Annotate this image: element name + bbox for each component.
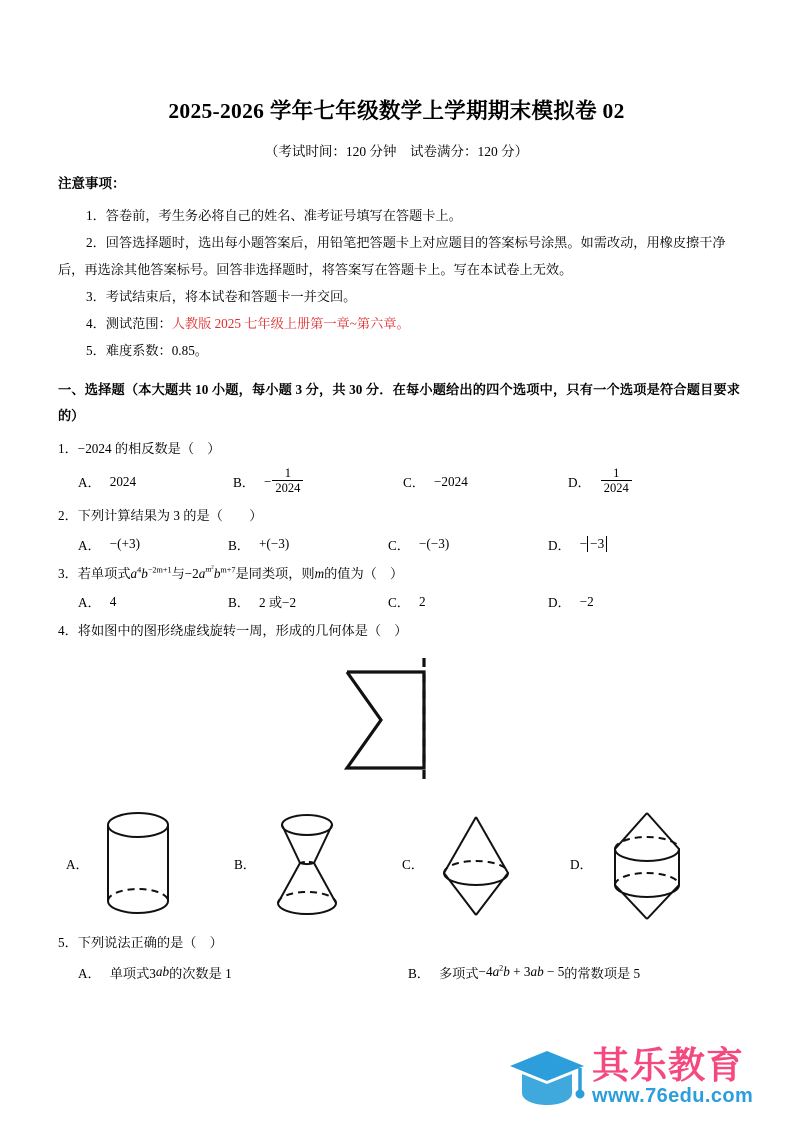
notice-item-5: 5．难度系数：0.85。 <box>86 343 208 359</box>
option-a-label: A． <box>78 965 101 981</box>
q3-var-a2: a <box>198 565 206 581</box>
option-d-prefix: − <box>579 536 588 552</box>
fraction-denominator: 2024 <box>601 480 632 495</box>
option-a-prefix: 单项式3 <box>109 965 156 981</box>
option-a[interactable] <box>78 467 233 496</box>
option-b[interactable] <box>228 592 388 611</box>
question-2-text: 下列计算结果为 3 的是（ ） <box>77 508 263 524</box>
option-c-value: 2 <box>418 593 426 609</box>
option-a-label: A． <box>66 857 89 873</box>
question-5-text: 下列说法正确的是（ ） <box>77 934 223 950</box>
fraction-numerator: 1 <box>284 466 292 481</box>
hourglass-double-cone-icon <box>262 805 352 923</box>
q3-exp-a2 <box>205 565 213 574</box>
option-d-fraction <box>601 466 632 495</box>
q3-exp-b2: m+7 <box>220 565 236 575</box>
question-3-number: 3． <box>58 565 78 581</box>
option-a[interactable] <box>78 592 228 611</box>
option-c[interactable] <box>388 592 548 611</box>
option-a-label: A． <box>78 537 101 553</box>
notice-heading: 注意事项： <box>58 176 126 191</box>
question-4 <box>58 619 740 922</box>
question-3-stem <box>58 562 740 586</box>
option-b-label: B． <box>228 595 250 611</box>
option-d-label: D． <box>548 595 571 611</box>
option-d-label: D． <box>548 537 571 553</box>
option-b[interactable] <box>228 535 388 554</box>
question-2 <box>58 504 740 553</box>
logo-text-block <box>592 1047 753 1109</box>
q3-coef: −2 <box>184 565 199 581</box>
question-1 <box>58 437 740 496</box>
option-c[interactable] <box>403 467 568 496</box>
option-c-label: C． <box>388 537 410 553</box>
cylinder-with-cones-icon <box>599 805 695 923</box>
option-b-suffix: 的常数项是 5 <box>564 965 641 981</box>
q3-exp-b: −2m+1 <box>147 565 172 575</box>
q3-exp-a: 4 <box>137 565 142 575</box>
exam-subtitle: （考试时间：120 分钟 试卷满分：120 分） <box>264 144 529 159</box>
notice-item-4-prefix: 4．测试范围： <box>86 316 172 332</box>
option-c-label: C． <box>388 595 410 611</box>
q3-var-b2: b <box>213 565 221 581</box>
q3-text-1: 若单项式 <box>77 565 131 581</box>
question-1-options <box>58 467 740 496</box>
question-4-options <box>58 805 740 923</box>
option-c-label: C． <box>402 857 424 873</box>
cylinder-icon <box>95 805 181 923</box>
notice-item-4-scope: 人教版 2025 七年级上册第一章~第六章。 <box>171 316 410 332</box>
option-a-value: 2024 <box>109 473 137 489</box>
question-1-number: 1． <box>58 440 78 456</box>
option-b-polynomial: $-4a^2b + 3ab - 5$ <box>478 964 565 980</box>
option-d[interactable] <box>570 805 738 923</box>
question-3 <box>58 562 740 611</box>
option-d[interactable] <box>548 535 607 554</box>
option-a-value: 4 <box>109 593 117 609</box>
question-5-number: 5． <box>58 934 78 950</box>
option-a-suffix: 的次数是 1 <box>169 965 232 981</box>
brand-logo <box>508 1040 786 1116</box>
option-d-label: D． <box>570 857 593 873</box>
option-a[interactable] <box>66 805 234 923</box>
option-c-value: −2024 <box>433 473 468 489</box>
concave-shape-with-axis-svg <box>319 650 479 790</box>
q3-var-b: b <box>141 565 148 581</box>
section-heading-choice: 一、选择题（本大题共 10 小题，每小题 3 分，共 30 分．在每小题给出的四个选项中，只有一个选项是符合题目要求的） <box>58 382 740 424</box>
option-c[interactable] <box>402 805 570 923</box>
option-b-label: B． <box>228 537 250 553</box>
option-b[interactable] <box>233 467 403 496</box>
page-title: 2025-2026 学年七年级数学上学期期末模拟卷 02 <box>168 99 625 123</box>
option-b-label: B． <box>233 475 255 491</box>
question-4-number: 4． <box>58 623 78 639</box>
option-b[interactable] <box>408 963 738 982</box>
option-b[interactable] <box>234 805 402 923</box>
option-b-prefix: 多项式 <box>438 965 479 981</box>
notice-item-2: 2．回答选择题时，选出每小题答案后，用铅笔把答题卡上对应题目的答案标号涂黑。如需改动，用橡皮擦干净后，再选涂其他答案标号。回答非选择题时，将答案写在答题卡上。写在本试卷上无效。 <box>58 235 726 278</box>
option-a-variable: ab <box>155 964 170 980</box>
question-4-stem <box>58 619 740 643</box>
q3-var-m: m <box>314 565 325 581</box>
option-b-label: B． <box>234 857 256 873</box>
question-1-text: −2024 的相反数是（ ） <box>77 440 221 456</box>
question-5-stem <box>58 931 740 955</box>
graduation-cap-icon <box>508 1047 586 1109</box>
question-5-options <box>58 963 740 982</box>
q3-var-a: a <box>130 565 138 581</box>
q3-text-3: 是同类项，则 <box>235 565 315 581</box>
option-d[interactable] <box>568 467 633 496</box>
q3-text-2: 与 <box>171 565 185 581</box>
option-d[interactable] <box>548 592 594 611</box>
notice-item-3: 3．考试结束后，将本试卷和答题卡一并交回。 <box>86 289 357 305</box>
option-a[interactable] <box>78 535 228 554</box>
option-d-value: −2 <box>579 593 594 609</box>
option-b-label: B． <box>408 965 430 981</box>
question-5 <box>58 931 740 982</box>
question-1-stem <box>58 437 740 461</box>
option-b-minus: − <box>263 473 272 489</box>
q3-exp-m-squared: 2 <box>211 564 214 571</box>
option-b-fraction <box>272 466 303 495</box>
option-a-label: A． <box>78 595 101 611</box>
logo-brand-name: 其乐教育 <box>592 1045 744 1086</box>
logo-website-url: www.76edu.com <box>592 1085 754 1107</box>
fraction-numerator: 1 <box>613 466 620 481</box>
option-a-value: −(+3) <box>109 536 140 552</box>
option-c-label: C． <box>403 475 425 491</box>
notice-item-4 <box>58 310 740 337</box>
option-b-value: +(−3) <box>258 536 290 552</box>
fraction-denominator: 2024 <box>272 480 303 495</box>
document-body <box>58 172 740 982</box>
notice-item-1: 1．答卷前，考生务必将自己的姓名、准考证号填写在答题卡上。 <box>86 208 462 223</box>
q3-exp-m: m <box>205 565 212 575</box>
option-b-value: 2 或−2 <box>258 595 297 611</box>
option-a-label: A． <box>78 475 101 491</box>
question-2-number: 2． <box>58 508 78 524</box>
option-c-value: −(−3) <box>418 536 450 552</box>
option-c[interactable] <box>388 535 548 554</box>
option-a[interactable] <box>78 963 408 982</box>
bicone-icon <box>430 805 522 923</box>
absolute-value-bars: −3 <box>587 536 607 552</box>
question-4-text: 将如图中的图形绕虚线旋转一周，形成的几何体是（ ） <box>77 623 408 639</box>
q3-text-4: 的值为（ ） <box>324 565 404 581</box>
question-2-options <box>58 535 740 554</box>
question-2-stem <box>58 504 740 528</box>
rotation-source-figure <box>58 650 740 795</box>
option-d-label: D． <box>568 475 591 491</box>
question-3-options <box>58 592 740 611</box>
